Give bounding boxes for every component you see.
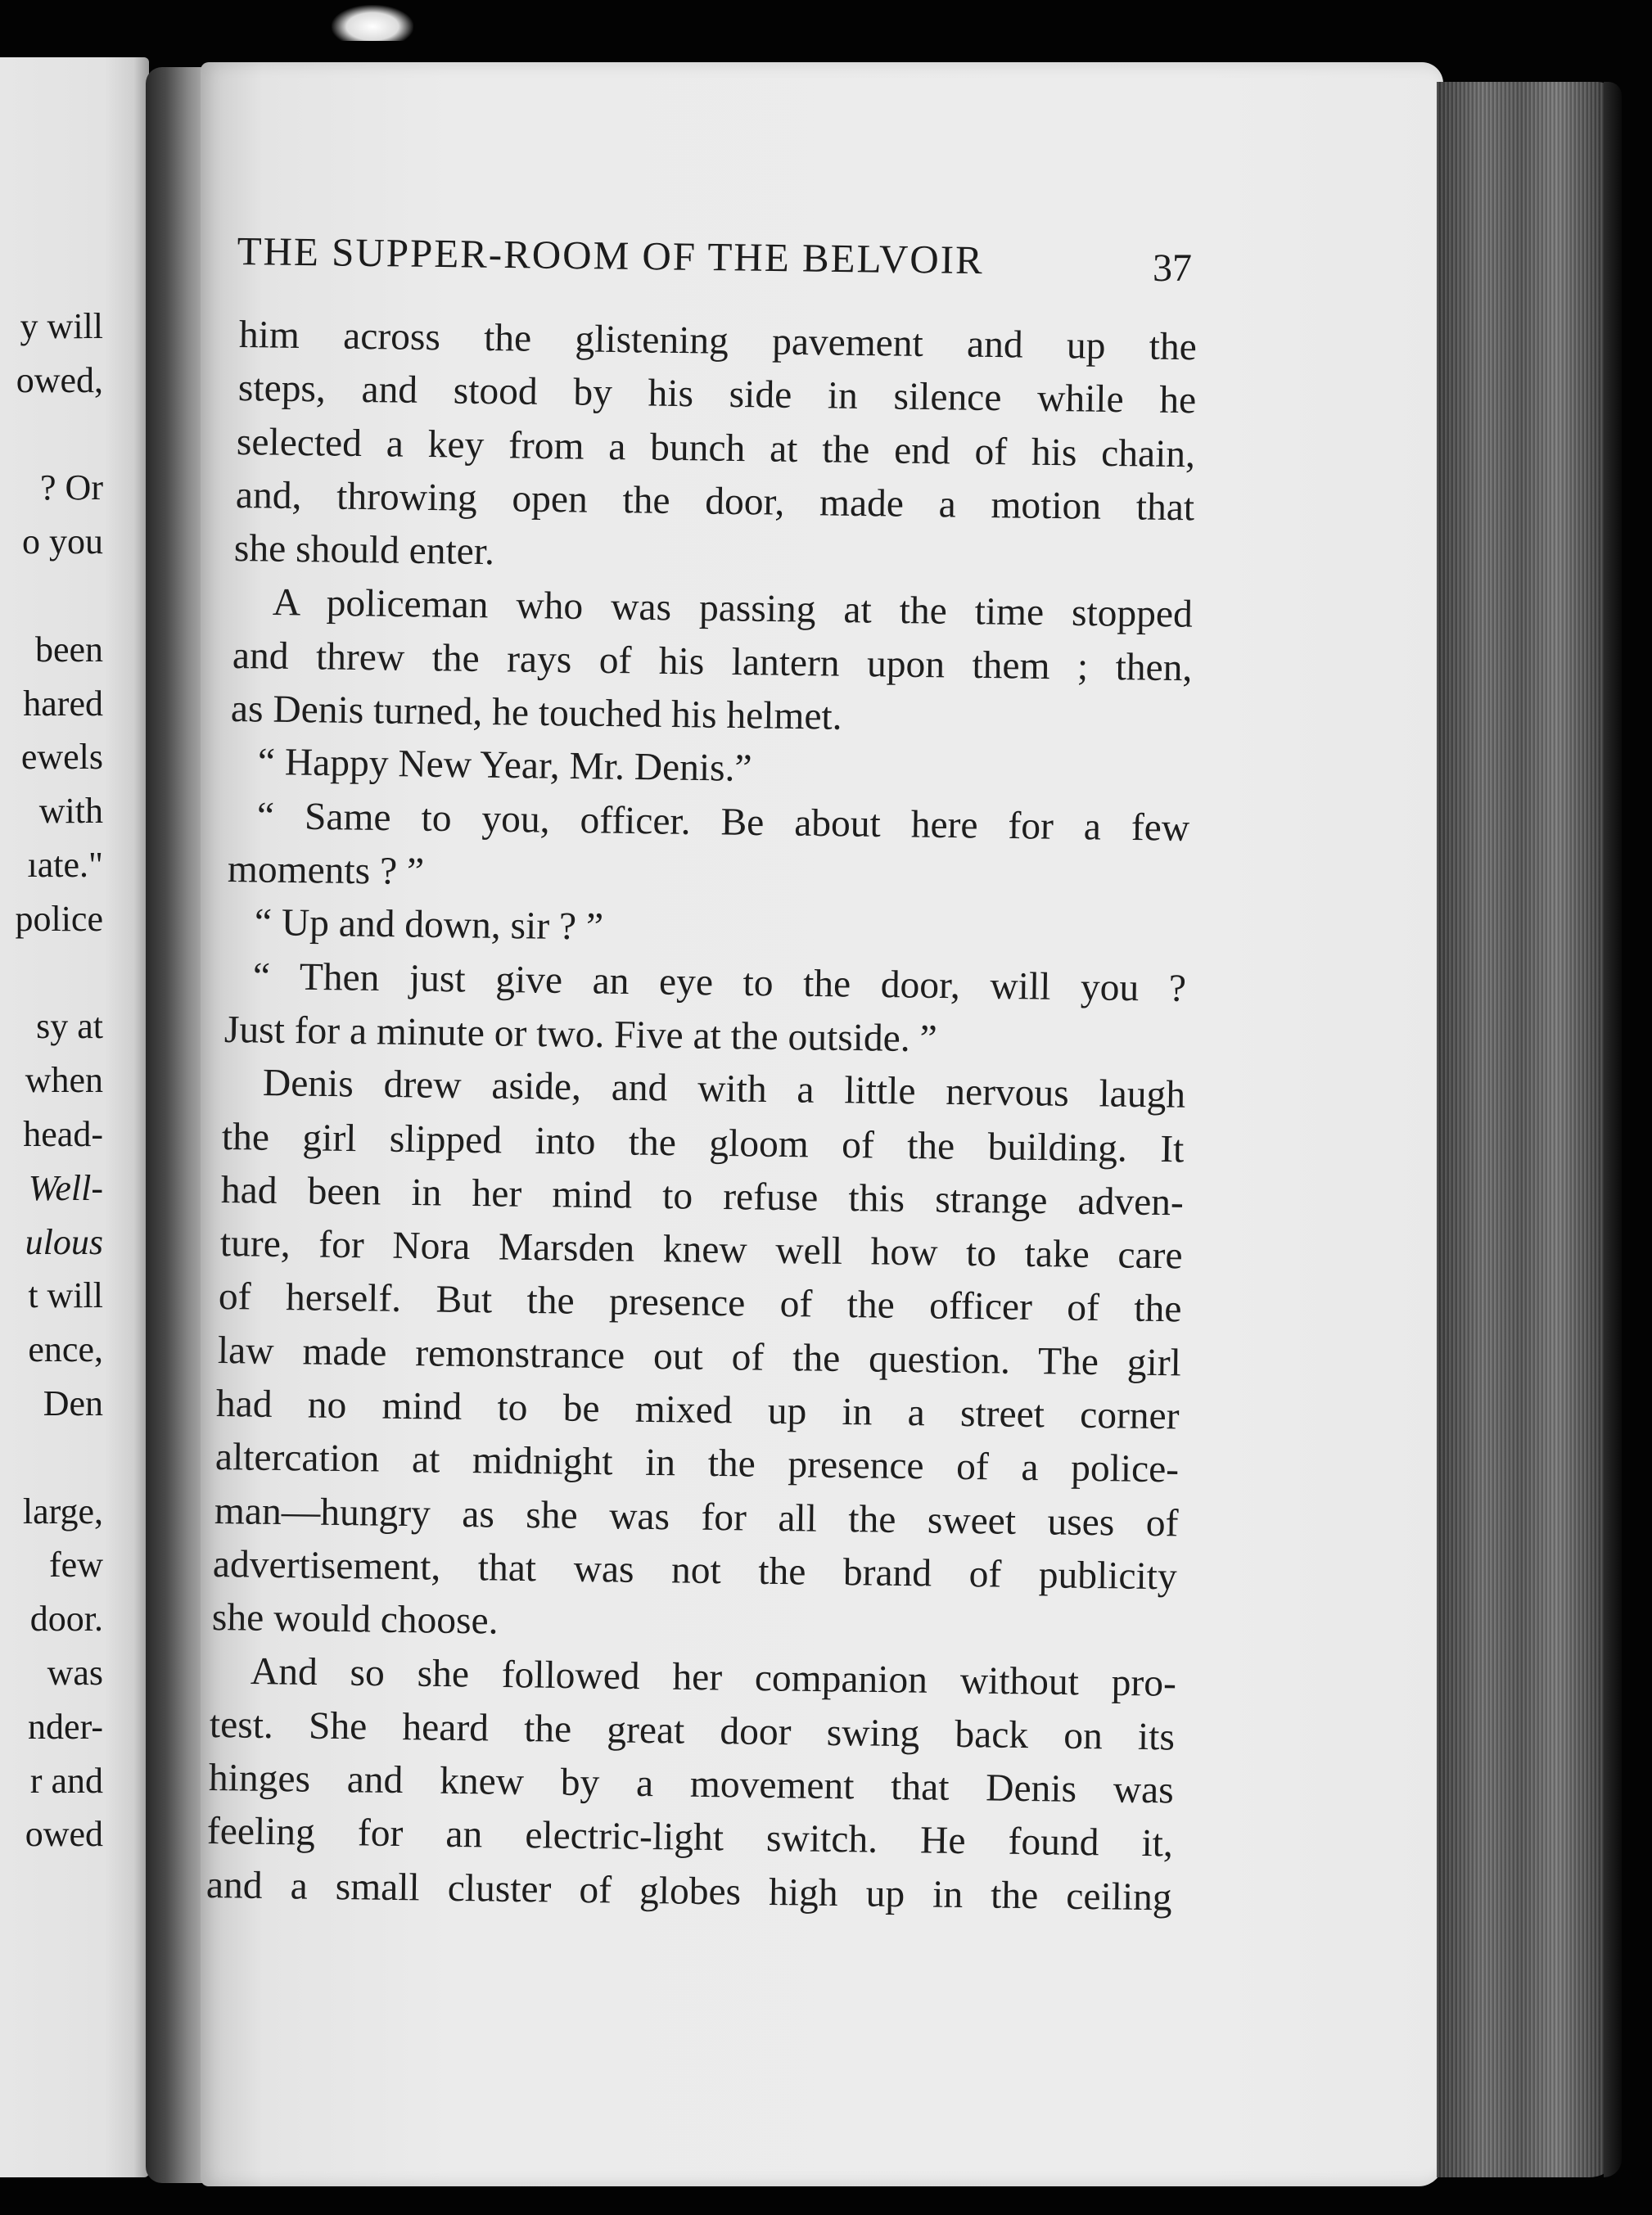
left-page-line [0, 408, 103, 462]
body-line: moments ? ” [227, 848, 425, 894]
left-page-line: head- [23, 1113, 103, 1154]
left-page-line: ? Or [40, 467, 103, 508]
left-page-line: police [15, 898, 103, 939]
left-page-line: ulous [25, 1221, 103, 1262]
left-facing-page [0, 57, 149, 2177]
body-line: she would choose. [211, 1596, 499, 1643]
body-line: Denis drew aside, and with a little nervous laugh [262, 1062, 1186, 1117]
left-page-line: with [38, 791, 103, 832]
left-page-line: was [47, 1652, 103, 1693]
page-number: 37 [1153, 246, 1192, 290]
body-line: man—hungry as she was for all the sweet uses of [214, 1489, 1179, 1545]
left-page-line: y will [20, 306, 103, 346]
left-page-line: owed, [16, 359, 103, 400]
body-line: “ Up and down, sir ? ” [254, 901, 604, 949]
body-line: test. She heard the great door swing back on its [209, 1703, 1176, 1759]
left-page-line [0, 569, 103, 623]
left-page-line: large, [22, 1491, 103, 1532]
body-line: “ Then just give an eye to the door, will you ? [253, 954, 1187, 1010]
body-line: had been in her mind to refuse this strange adven- [220, 1168, 1185, 1225]
body-line: had no mind to be mixed up in a street corner [216, 1383, 1180, 1438]
running-header: THE SUPPER-ROOM OF THE BELVOIR [237, 228, 985, 283]
left-page-line: r and [29, 1760, 103, 1801]
left-page-line [0, 946, 103, 1000]
body-line: and, throwing open the door, made a motion that [235, 473, 1195, 530]
body-line: and a small cluster of globes high up in the ceiling [205, 1863, 1172, 1920]
body-line: altercation at midnight in the presence of a police- [214, 1436, 1180, 1491]
left-page-line: Den [43, 1383, 103, 1423]
left-page-line [0, 1431, 103, 1485]
body-line: steps, and stood by his side in silence while he [237, 367, 1197, 422]
left-page-line: sy at [36, 1006, 103, 1047]
body-line: Just for a minute or two. Five at the outside. ” [223, 1008, 938, 1061]
left-page-text-fragments [0, 300, 103, 1861]
body-line: him across the glistening pavement and up the [238, 314, 1198, 369]
left-page-line: o you [22, 521, 103, 562]
left-page-line: t will [28, 1275, 103, 1316]
body-line: of herself. But the presence of the officer of the [218, 1275, 1182, 1331]
body-line: advertisement, that was not the brand of publicity [212, 1542, 1178, 1599]
left-page-line: ıate." [27, 844, 103, 885]
body-line: the girl slipped into the gloom of the building. It [221, 1115, 1185, 1171]
fore-edge-page-stack [1437, 82, 1622, 2177]
left-page-line: ence, [28, 1329, 103, 1370]
left-page-line: been [34, 629, 103, 670]
left-page-line: door. [29, 1599, 103, 1640]
body-line: And so she followed her companion without pro- [250, 1649, 1176, 1705]
body-line: hinges and knew by a movement that Denis was [208, 1757, 1174, 1812]
left-page-line: hared [23, 683, 103, 724]
body-line: feeling for an electric-light switch. He found it, [207, 1810, 1174, 1865]
body-line: ture, for Nora Marsden knew well how to take care [219, 1222, 1183, 1278]
left-page-line: owed [25, 1814, 103, 1855]
body-line: “ Same to you, officer. Be about here for a few [256, 794, 1190, 850]
body-line: and threw the rays of his lantern upon them ; then, [232, 634, 1193, 690]
left-page-line: nder- [28, 1706, 103, 1747]
body-line: as Denis turned, he touched his helmet. [231, 688, 843, 738]
left-page-line: Well- [28, 1167, 103, 1208]
left-page-line: ewels [20, 737, 103, 778]
body-line: A policeman who was passing at the time stopped [272, 580, 1194, 636]
left-page-line: few [49, 1545, 103, 1586]
scan-speck [332, 5, 413, 41]
left-page-line: when [25, 1060, 103, 1101]
body-line: she should enter. [234, 527, 495, 574]
body-line: selected a key from a bunch at the end of his chain, [236, 420, 1196, 476]
body-line: law made remonstrance out of the question. The girl [217, 1329, 1181, 1385]
body-line: “ Happy New Year, Mr. Denis.” [257, 741, 752, 791]
